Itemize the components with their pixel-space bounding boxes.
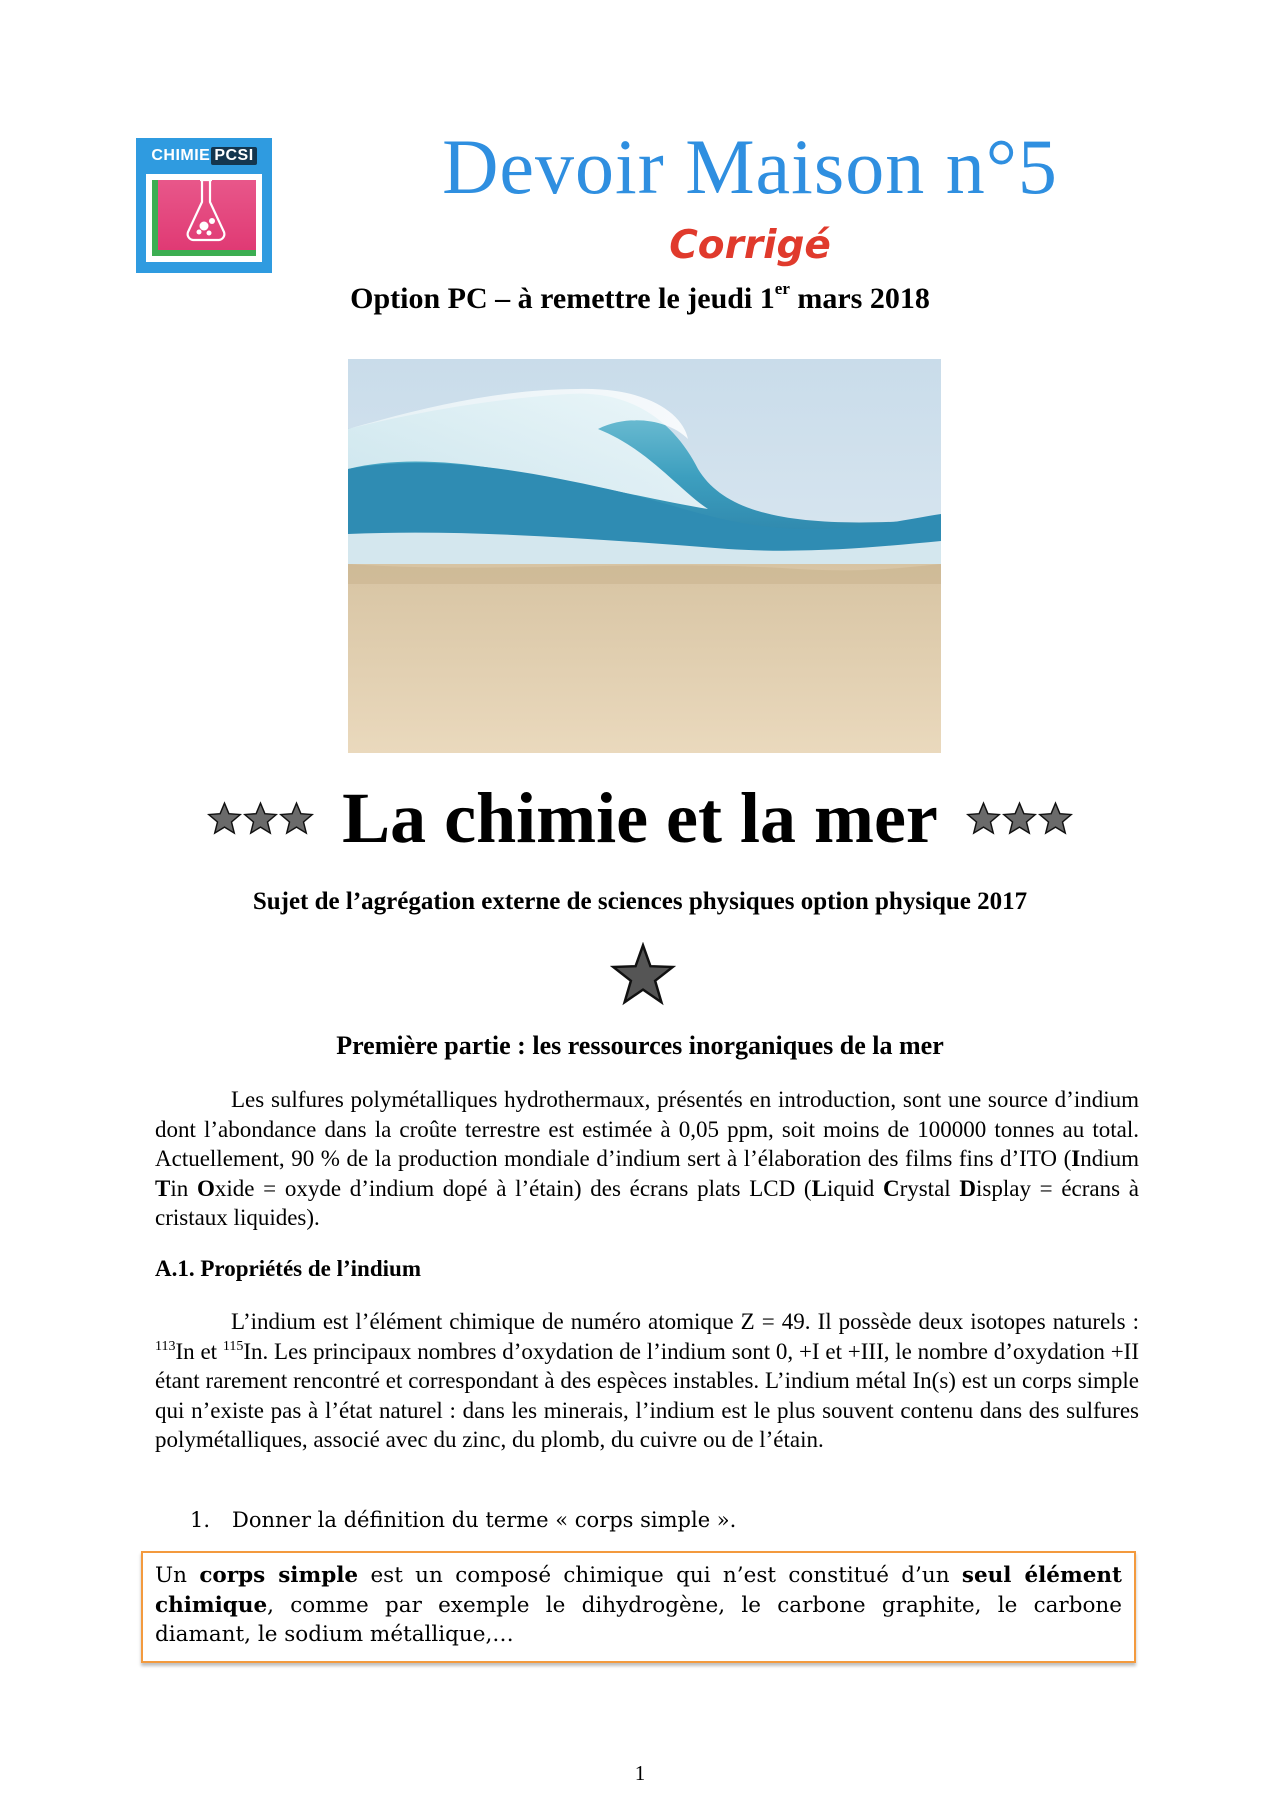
para1-text-2: ndium — [1080, 1146, 1139, 1171]
part-title: Première partie : les ressources inorganiques de la mer — [336, 1031, 944, 1060]
intro-paragraph — [155, 1085, 1139, 1233]
para2-text-2: In et — [175, 1338, 223, 1364]
ocean-wave-image — [348, 359, 941, 753]
section-heading-a1: A.1. Propriétés de l’indium — [155, 1256, 421, 1281]
answer-text-2: est un composé chimique qui n’est constitué d’un — [358, 1563, 962, 1588]
answer-text-1: Un — [155, 1563, 200, 1588]
chimie-pcsi-logo — [136, 138, 272, 273]
para1-bold-t: T — [155, 1175, 171, 1201]
para1-bold-i: I — [1071, 1146, 1081, 1171]
para1-bold-l: L — [811, 1175, 827, 1201]
main-heading — [0, 778, 1280, 858]
star-icon — [279, 801, 314, 836]
logo-frame — [146, 174, 262, 262]
starfish-icon — [610, 942, 676, 1008]
logo-flask-background — [152, 180, 256, 256]
para2-text-3: In. Les principaux nombres d’oxydation de l’indium sont 0, +I et +III, le nombre d’oxydation +II étant rarement rencontré et correspondant à des espèces instables. L’indium métal In(s) est un corps simple qui n’existe pas à l’état naturel : dans les minerais, l’indium est le plus souvent contenu dans des sulfures polymétalliques, associé avec du zinc, du plomb, du cuivre ou de l’étain. — [155, 1338, 1139, 1452]
due-date-text: Option PC – à remettre le jeudi 1 — [350, 282, 775, 315]
star-icon — [243, 801, 278, 836]
logo-text-pcsi: PCSI — [211, 147, 256, 165]
heading-title: La chimie et la mer — [342, 778, 938, 858]
star-icon — [1002, 801, 1037, 836]
para1-text-7: isplay = écrans à cristaux liquides). — [155, 1175, 1139, 1230]
answer-text-3: , comme par exemple le dihydrogène, le carbone graphite, le carbone diamant, le sodium métallique,… — [155, 1592, 1122, 1647]
answer-bold-corps-simple: corps simple — [199, 1563, 359, 1588]
wave-illustration — [348, 359, 941, 753]
page-number: 1 — [634, 1761, 646, 1785]
star-icon — [966, 801, 1001, 836]
star-icon — [207, 801, 242, 836]
para1-text-4: xide = oxyde d’indium dopé à l’étain) des écrans plats LCD ( — [214, 1175, 812, 1201]
page-title: Devoir Maison n°5 — [442, 123, 1058, 210]
flask-icon — [152, 174, 256, 250]
para1-text-5: iquid — [826, 1175, 883, 1201]
stars-right — [966, 801, 1073, 836]
corrige-label: Corrigé — [669, 223, 831, 268]
para2-text-1: L’indium est l’élément chimique de numéro atomique Z = 49. Il possède deux isotopes naturels : — [231, 1309, 1139, 1334]
para1-bold-o: O — [196, 1175, 215, 1201]
question-text: Donner la définition du terme « corps simple ». — [232, 1508, 737, 1532]
para1-bold-c: C — [882, 1175, 900, 1201]
logo-text — [141, 143, 267, 169]
logo-text-chimie: CHIMIE — [151, 147, 211, 164]
indium-paragraph — [155, 1307, 1139, 1455]
question-1 — [190, 1508, 736, 1532]
due-date-sup: er — [774, 279, 790, 298]
due-date-line — [0, 279, 1280, 315]
stars-left — [207, 801, 314, 836]
star-icon — [1038, 801, 1073, 836]
para1-text-1: Les sulfures polymétalliques hydrothermaux, présentés en introduction, sont une source d’indium dont l’abondance dans la croûte terrestre est estimée à 0,05 ppm, soit moins de 100000 tonnes au total. Actuellement, 90 % de la production mondiale d’indium sert à l’élaboration des films fins d’ITO ( — [155, 1087, 1139, 1171]
para1-text-3: in — [170, 1175, 197, 1201]
isotope-115-sup: 115 — [222, 1338, 244, 1354]
exam-source-line: Sujet de l’agrégation externe de sciences physiques option physique 2017 — [252, 888, 1028, 915]
due-date-text-end: mars 2018 — [789, 282, 930, 315]
isotope-113-sup: 113 — [155, 1338, 176, 1354]
answer-box — [141, 1551, 1136, 1663]
answer-bold-seul-element: seul élément chimique — [155, 1563, 1122, 1618]
para1-text-6: rystal — [899, 1175, 960, 1201]
question-number: 1. — [190, 1508, 211, 1532]
para1-bold-d: D — [959, 1175, 976, 1201]
